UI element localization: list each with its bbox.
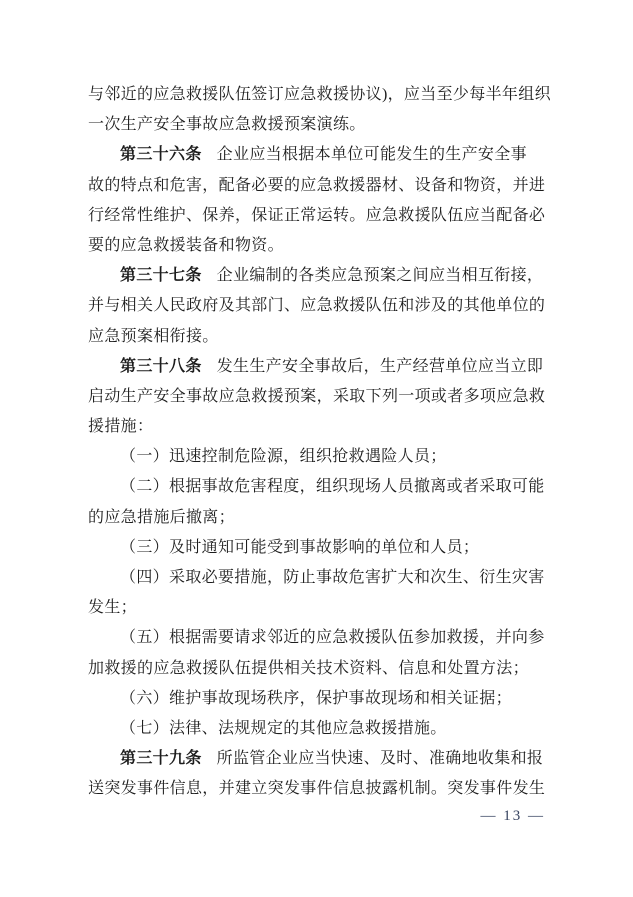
text-line	[88, 352, 545, 382]
text-line	[88, 110, 545, 140]
line-text: 要的应急救援装备和物资。	[88, 236, 284, 254]
text-line	[88, 472, 545, 502]
text-line	[88, 503, 545, 533]
line-text: （六）维护事故现场秩序，保护事故现场和相关证据；	[120, 689, 512, 707]
text-line	[88, 382, 545, 412]
text-line	[88, 774, 545, 804]
line-text: 一次生产安全事故应急救援预案演练。	[88, 116, 366, 134]
line-text: 发生；	[88, 599, 137, 617]
line-text: 企业应当根据本单位可能发生的生产安全事	[216, 146, 527, 164]
line-text: 应急预案相衔接。	[88, 327, 219, 345]
article-number: 第三十九条	[120, 750, 202, 768]
page-number: — 13 —	[480, 808, 545, 824]
text-line	[88, 201, 545, 231]
text-line	[88, 231, 545, 261]
line-text: （二）根据事故危害程度，组织现场人员撤离或者采取可能	[120, 478, 545, 496]
text-line	[88, 412, 545, 442]
line-text: （四）采取必要措施，防止事故危害扩大和次生、衍生灾害	[120, 569, 545, 586]
article-number: 第三十七条	[120, 267, 202, 285]
text-line	[88, 442, 545, 472]
line-text: （五）根据需要请求邻近的应急救援队伍参加救援，并向参	[120, 629, 545, 647]
text-line	[88, 291, 545, 321]
text-line	[88, 171, 545, 201]
text-line	[88, 623, 545, 653]
line-text: 企业编制的各类应急预案之间应当相互衔接，	[216, 267, 544, 285]
text-line	[88, 533, 545, 563]
text-line	[88, 744, 545, 774]
line-text: （三）及时通知可能受到事故影响的单位和人员；	[120, 538, 480, 556]
text-line	[88, 593, 545, 623]
text-line	[88, 322, 545, 352]
text-line	[88, 140, 545, 170]
article-number: 第三十八条	[120, 357, 202, 375]
line-text: 援措施：	[88, 418, 154, 436]
line-text: 并与相关人民政府及其部门、应急救援队伍和涉及的其他单位的	[88, 297, 546, 315]
line-text: 的应急措施后撤离；	[88, 508, 235, 526]
line-text: 发生生产安全事故后，生产经营单位应当立即	[216, 357, 544, 375]
text-line	[88, 563, 545, 593]
line-text: （七）法律、法规规定的其他应急救援措施。	[120, 719, 447, 737]
text-line	[88, 684, 545, 714]
line-text: 故的特点和危害，配备必要的应急救援器材、设备和物资，并进	[88, 176, 546, 194]
line-text: 加救援的应急救援队伍提供相关技术资料、信息和处置方法；	[88, 659, 529, 677]
line-text: 送突发事件信息，并建立突发事件信息披露机制。突发事件发生	[88, 780, 546, 798]
line-text: 启动生产安全事故应急救援预案，采取下列一项或者多项应急救	[88, 387, 546, 405]
document-body	[88, 80, 551, 805]
line-text: 所监管企业应当快速、及时、准确地收集和报	[216, 750, 544, 768]
text-line	[88, 261, 545, 291]
text-line	[88, 80, 551, 110]
line-text: 行经常性维护、保养，保证正常运转。应急救援队伍应当配备必	[88, 206, 546, 224]
line-text: 与邻近的应急救援队伍签订应急救援协议)，应当至少每半年组织	[88, 86, 551, 103]
text-line	[88, 654, 545, 684]
article-number: 第三十六条	[120, 146, 202, 164]
text-line	[88, 714, 545, 744]
line-text: （一）迅速控制危险源，组织抢救遇险人员；	[120, 448, 447, 466]
